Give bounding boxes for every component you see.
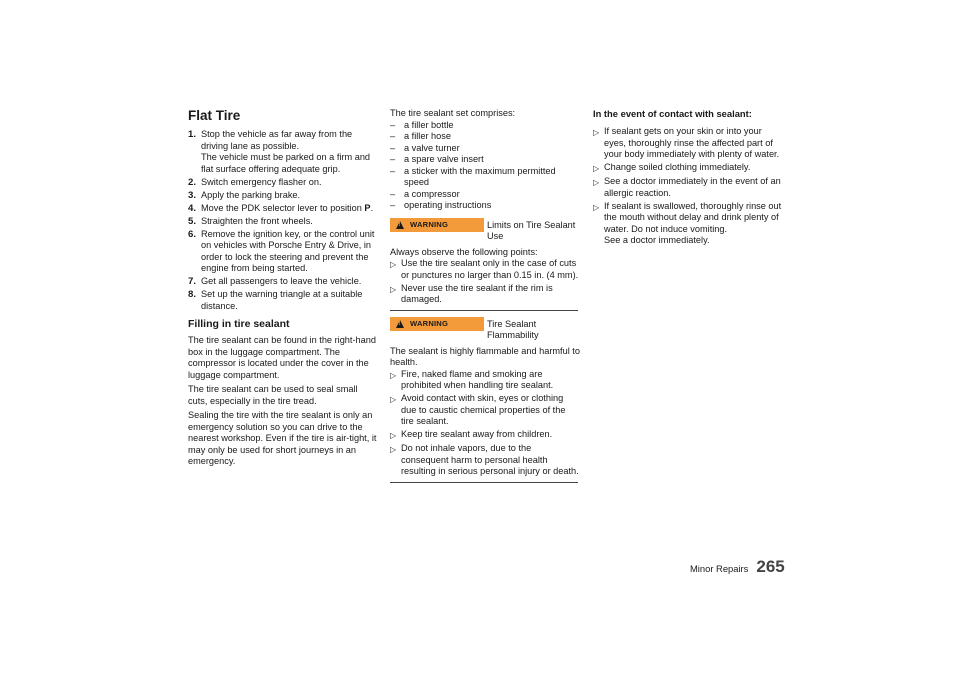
warning-header (390, 317, 580, 342)
warning-lead: The sealant is highly flammable and harmful to health. (390, 345, 580, 367)
step-text: Set up the warning triangle at a suitable distance. (201, 289, 363, 311)
contact-point (593, 126, 783, 161)
step-number: 1. (188, 129, 197, 140)
arrow-marker-icon: ▷ (593, 202, 600, 212)
step-text: Get all passengers to leave the vehicle. (201, 276, 362, 286)
column-left (188, 108, 378, 471)
list-item-text: a filler bottle (404, 119, 454, 130)
warning-point (390, 429, 580, 442)
step-number: 6. (188, 228, 197, 240)
paragraph: The tire sealant can be used to seal small cuts, especially in the tire tread. (188, 384, 358, 406)
contact-point (593, 201, 783, 247)
subsection-title: Filling in tire sealant (188, 318, 290, 330)
warning-point (390, 283, 580, 306)
warning-point (390, 369, 580, 392)
dash-marker: – (390, 154, 396, 164)
contact-point-text: See a doctor immediately in the event of an allergic reaction. (604, 176, 781, 198)
arrow-marker-icon: ▷ (390, 370, 397, 380)
list-item (390, 131, 580, 143)
step-item (188, 190, 378, 202)
dash-marker: – (390, 119, 396, 130)
step-number: 8. (188, 289, 197, 300)
warning-point (390, 393, 580, 428)
step-number: 4. (188, 202, 197, 214)
dash-marker: – (390, 200, 396, 210)
arrow-marker-icon: ▷ (390, 395, 397, 404)
contact-point (593, 176, 783, 199)
step-item (188, 229, 378, 275)
list-item-text: operating instructions (404, 200, 492, 210)
arrow-marker-icon: ▷ (593, 164, 600, 173)
contact-point-text: Change soiled clothing immediately. (604, 162, 751, 172)
column-middle (390, 108, 580, 489)
warning-point (390, 443, 580, 478)
step-number: 7. (188, 276, 197, 287)
section-name: Minor Repairs (690, 563, 749, 574)
step-text-tail: . (370, 202, 374, 213)
step-number: 3. (188, 189, 197, 201)
arrow-marker-icon: ▷ (390, 431, 397, 440)
step-text: Straighten the front wheels. (201, 215, 313, 226)
dash-marker: – (390, 165, 396, 176)
step-item (188, 289, 378, 312)
dash-marker: – (390, 131, 396, 141)
warning-title: Limits on Tire Sealant Use (487, 219, 576, 241)
selector-position: P (364, 202, 371, 213)
step-text-extra: The vehicle must be parked on a firm and flat surface offering adequate grip. (201, 152, 371, 174)
warning-triangle-icon (396, 221, 404, 229)
list-item (390, 120, 580, 132)
warning-point-text: Fire, naked flame and smoking are prohibited when handling tire sealant. (401, 368, 554, 390)
warning-title: Tire Sealant Flammability (487, 318, 539, 340)
step-item (188, 129, 378, 175)
contact-point (593, 162, 783, 175)
step-text-main: Move the PDK selector lever to position (201, 202, 365, 213)
list-item-text: a compressor (404, 188, 460, 199)
warning-label: WARNING (410, 219, 449, 229)
contact-point-text: If sealant gets on your skin or into your eyes, thoroughly rinse the affected part of your body immediately with plenty of water. (604, 126, 780, 159)
step-item (188, 177, 378, 189)
column-right (593, 108, 783, 248)
step-text (201, 203, 378, 215)
warning-point (390, 258, 580, 281)
dash-marker: – (390, 142, 396, 153)
warning-triangle-icon (396, 320, 404, 328)
step-number: 2. (188, 176, 197, 188)
list-item-text: a valve turner (404, 142, 460, 153)
list-item-text: a filler hose (404, 131, 451, 141)
list-item (390, 166, 580, 189)
warning-label: WARNING (410, 318, 449, 328)
contact-title: In the event of contact with sealant: (593, 108, 752, 119)
list-item (390, 143, 580, 155)
paragraph: The tire sealant can be found in the right-hand box in the luggage compartment. The compressor is located under the cover in the luggage compartment. (188, 335, 376, 380)
list-item (390, 189, 580, 201)
step-text: Apply the parking brake. (201, 189, 301, 200)
warning-point-text: Do not inhale vapors, due to the consequent harm to personal health resulting in serious personal injury or death. (401, 443, 579, 476)
contact-point-main: If sealant is swallowed, thoroughly rinse out the mouth without delay and drink plenty of water. Do not induce vomiting. (604, 200, 782, 234)
paragraph: Sealing the tire with the tire sealant is only an emergency solution so you can drive to the nearest workshop. Even if the tire is air-tight, it may only be used for short journeys in an emergency. (188, 410, 377, 466)
arrow-marker-icon: ▷ (390, 260, 397, 269)
warning-point-text: Keep tire sealant away from children. (401, 429, 553, 439)
warning-lead: Always observe the following points: (390, 246, 538, 257)
arrow-marker-icon: ▷ (593, 178, 600, 187)
list-item (390, 154, 580, 166)
divider (390, 310, 578, 311)
step-text: Remove the ignition key, or the control unit on vehicles with Porsche Entry & Drive, in order to lock the steering and prevent the engine from being started. (201, 228, 375, 273)
step-item (188, 276, 378, 288)
warning-badge (390, 218, 484, 232)
warning-badge (390, 317, 484, 331)
list-item-text: a spare valve insert (404, 154, 484, 164)
arrow-marker-icon: ▷ (593, 128, 600, 137)
step-text (201, 129, 378, 175)
page-number: 265 (756, 557, 785, 576)
arrow-marker-icon: ▷ (390, 445, 397, 454)
arrow-marker-icon: ▷ (390, 284, 397, 294)
divider (390, 482, 578, 483)
step-text: Switch emergency flasher on. (201, 176, 322, 187)
list-item-text: a sticker with the maximum permitted speed (404, 165, 556, 187)
step-number: 5. (188, 215, 197, 227)
warning-point-text: Avoid contact with skin, eyes or clothing due to caustic chemical properties of the tire sealant. (401, 393, 566, 426)
dash-marker: – (390, 188, 396, 199)
step-item (188, 216, 378, 228)
list-item (390, 200, 580, 212)
warning-point-text: Never use the tire sealant if the rim is damaged. (401, 282, 553, 304)
set-intro: The tire sealant set comprises: (390, 108, 516, 118)
warning-header (390, 218, 580, 243)
step-text-main: Stop the vehicle as far away from the driving lane as possible. (201, 129, 353, 151)
section-title: Flat Tire (188, 108, 241, 123)
warning-point-text: Use the tire sealant only in the case of cuts or punctures no larger than 0.15 in. (4 mm). (401, 258, 579, 280)
page-footer (690, 557, 785, 577)
contact-point-text (604, 201, 783, 247)
contact-point-extra: See a doctor immediately. (604, 235, 710, 245)
step-item (188, 203, 378, 215)
